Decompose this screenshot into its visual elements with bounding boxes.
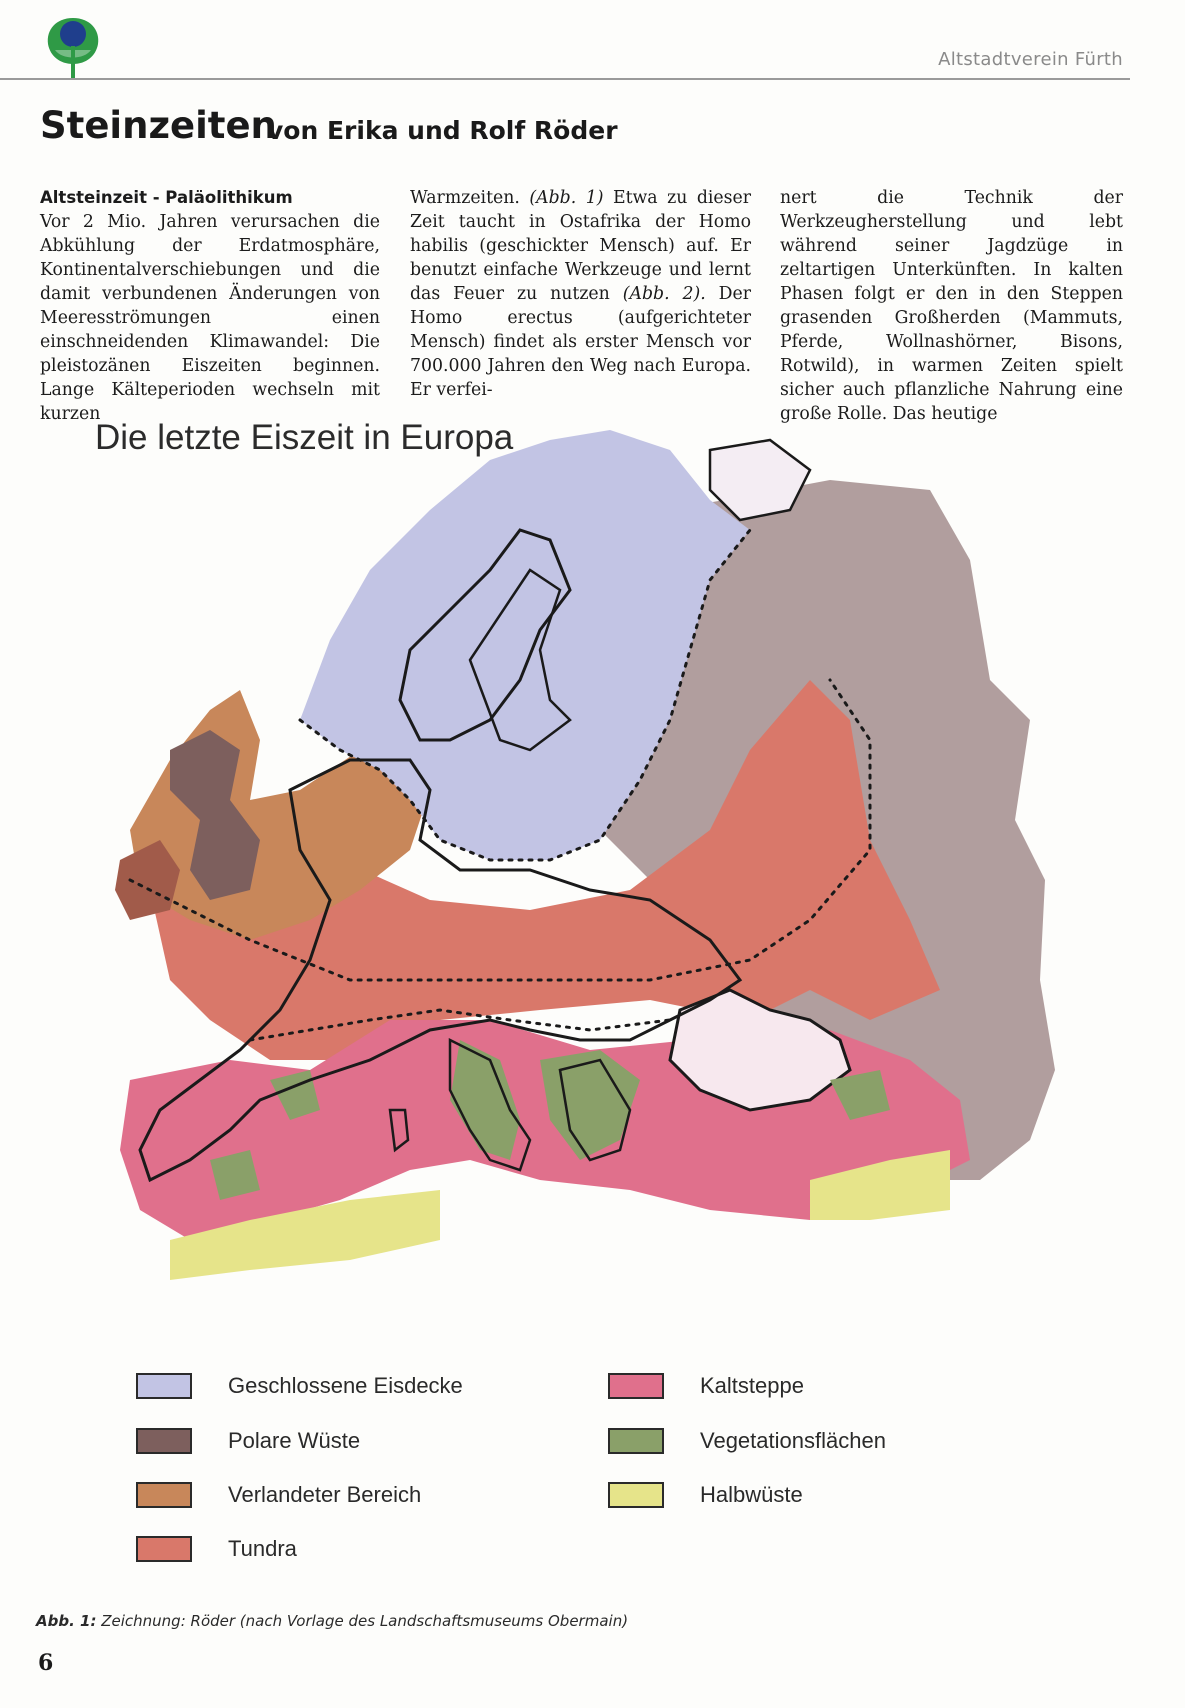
- paragraph-text: nert die Technik der Werkzeugherstellung und lebt während seiner Jagdzüge in zeltartigen Unterkünften. In kalten Phasen folgt er den in den Steppen grasenden Großherden (Mammuts, Pferde, Wollnashörner, Bisons, Rotwild), in warmen Zeiten spielt sicher auch pflanzliche Nahrung eine große Rolle. Das heutige: [780, 188, 1123, 424]
- figure-caption: [36, 1612, 628, 1630]
- paragraph-text: Der Homo erectus (aufgerichteter Mensch) findet als erster Mensch vor 700.000 Jahren den Weg nach Europa. Er verfei-: [410, 284, 751, 400]
- map-title: Die letzte Eiszeit in Europa: [95, 418, 514, 457]
- legend-swatch: [136, 1482, 192, 1508]
- legend-swatch: [608, 1482, 664, 1508]
- text-column-3: [780, 186, 1123, 426]
- legend-swatch: [608, 1428, 664, 1454]
- legend-label: Tundra: [228, 1536, 297, 1561]
- legend-swatch: [608, 1373, 664, 1399]
- section-heading: Altsteinzeit - Paläolithikum: [40, 188, 293, 207]
- text-column-2: [410, 186, 751, 402]
- paragraph-text: Vor 2 Mio. Jahren verursachen die Abkühlung der Erdatmosphäre, Kontinentalverschiebungen und die damit verbundenen Änderungen von Meeresströmungen einen einschneidenden Klimawandel: Die pleistozänen Eiszeiten beginnen. Lange Kälteperioden wechseln mit kurzen: [40, 212, 380, 424]
- legend-item-ice-sheet: [136, 1373, 463, 1399]
- figure-reference: (Abb. 1): [529, 188, 604, 208]
- legend-item-semi-desert: [608, 1482, 803, 1508]
- legend-label: Verlandeter Bereich: [228, 1482, 422, 1507]
- legend-swatch: [136, 1373, 192, 1399]
- legend-swatch: [136, 1536, 192, 1562]
- legend-label: Polare Wüste: [228, 1428, 361, 1453]
- legend-item-polar-desert: [136, 1428, 360, 1454]
- ice-age-europe-map: [110, 420, 1110, 1370]
- figure-reference: (Abb. 2).: [622, 284, 706, 304]
- page-number: 6: [38, 1650, 54, 1676]
- tree-globe-logo: [42, 14, 104, 80]
- legend-item-vegetation: [608, 1428, 886, 1454]
- legend-item-dry-land: [136, 1482, 421, 1508]
- paragraph-text: Etwa zu dieser Zeit taucht in Ostafrika der Homo habilis (geschickter Mensch) auf. Er benutzt einfache Werkzeuge und lernt das Feuer zu nutzen: [410, 188, 751, 304]
- org-name: Altstadtverein Fürth: [938, 49, 1123, 70]
- article-title: Steinzeiten: [40, 104, 277, 147]
- caption-label: Abb. 1:: [36, 1612, 97, 1630]
- legend-item-tundra: [136, 1536, 297, 1562]
- legend-label: Halbwüste: [700, 1482, 803, 1507]
- article-authors: von Erika und Rolf Röder: [267, 116, 618, 145]
- legend-label: Vegetationsflächen: [700, 1428, 886, 1453]
- legend-label: Geschlossene Eisdecke: [228, 1373, 463, 1398]
- legend-swatch: [136, 1428, 192, 1454]
- paragraph-text: Warmzeiten.: [410, 188, 520, 208]
- text-column-1: [40, 186, 380, 426]
- legend-label: Kaltsteppe: [700, 1373, 804, 1398]
- header-divider: [0, 78, 1130, 80]
- caption-text: Zeichnung: Röder (nach Vorlage des Landschaftsmuseums Obermain): [101, 1612, 629, 1630]
- legend-item-cold-steppe: [608, 1373, 804, 1399]
